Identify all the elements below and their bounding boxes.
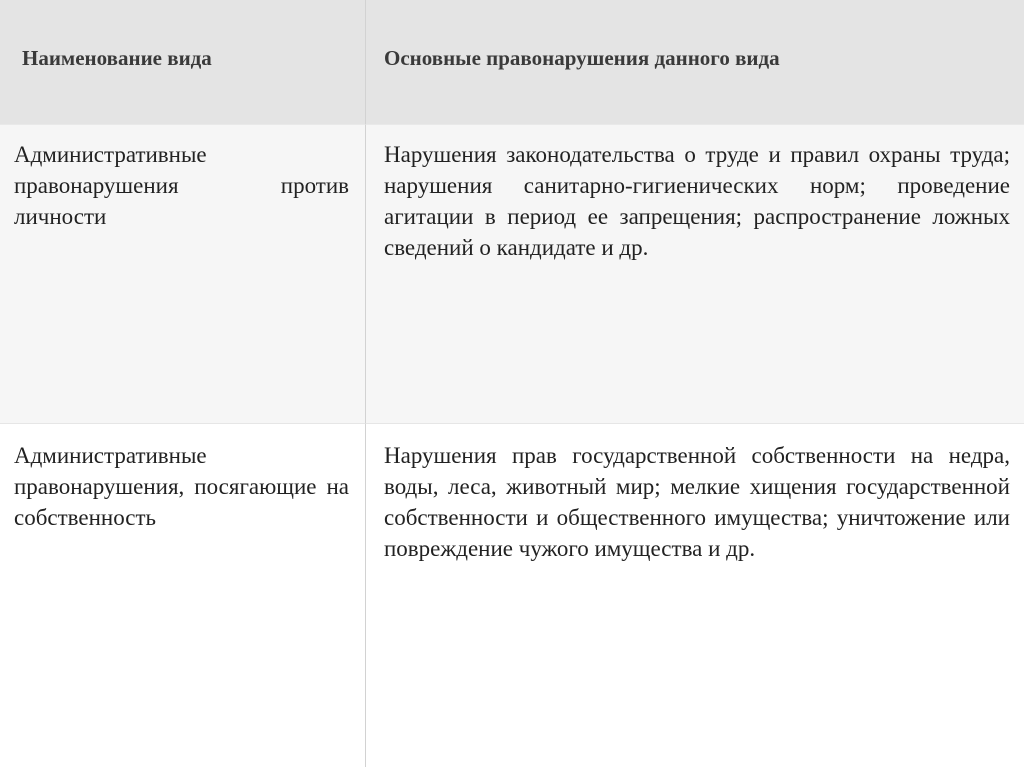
header-main-offenses: Основные правонарушения данного вида	[366, 0, 1024, 124]
row-2-type: Административные правонарушения, посягающие на собственность	[0, 423, 366, 767]
row-1-violations: Нарушения законодательства о труде и правил охраны труда; нарушения санитарно-гигиенических норм; проведение агитации в период ее запрещения; распространение ложных сведений о кандидате и др.	[366, 124, 1024, 423]
row-2-violations: Нарушения прав государственной собственности на недра, воды, леса, животный мир; мелкие хищения государственной собственности и общественного имущества; уничтожение или повреждение чужого имущества и др.	[366, 423, 1024, 767]
header-type-name: Наименование вида	[0, 0, 366, 124]
row-1-type: Административные правонарушения против личности	[0, 124, 366, 423]
